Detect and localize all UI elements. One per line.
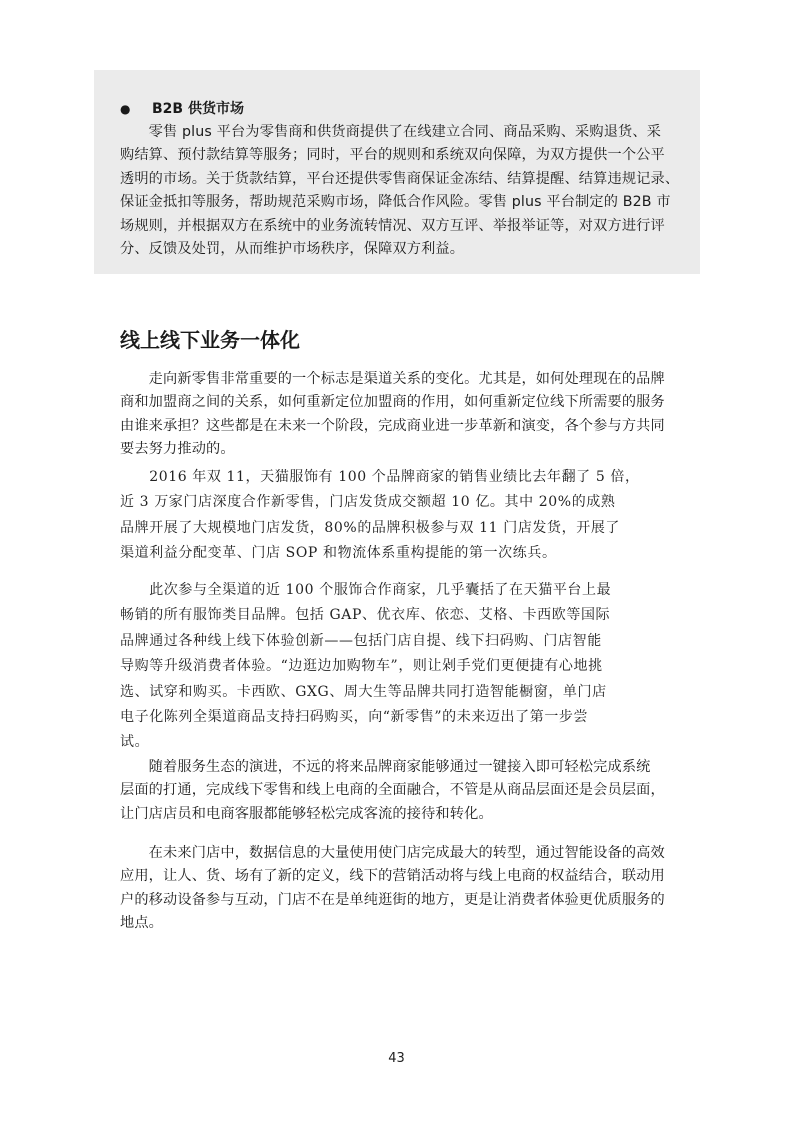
section-heading: 线上线下业务一体化 [120,328,300,352]
text-line: 要去努力推动的。 [120,441,235,458]
text-line: 保证金抵扣等服务，帮助规范采购市场，降低合作风险。零售 plus 平台制定的 B2B 市 [120,194,671,211]
text-line: 此次参与全渠道的近 100 个服饰合作商家，几乎囊括了在天猫平台上最 [120,582,612,598]
text-line: 在未来门店中，数据信息的大量使用使门店完成最大的转型，通过智能设备的高效 [120,845,665,861]
text-line: 层面的打通，完成线下零售和线上电商的全面融合，不管是从商品层面还是会员层面， [120,782,665,799]
text-line: 电子化陈列全渠道商品支持扫码购买，向“新零售”的未来迈出了第一步尝 [120,709,589,726]
text-line: 分、反馈及处罚，从而维护市场秩序，保障双方利益。 [120,241,465,258]
paragraph-2 [120,465,660,567]
text-line: 商和加盟商之间的关系，如何重新定位加盟商的作用，如何重新定位线下所需要的服务 [120,394,665,411]
text-line: 品牌开展了大规模地门店发货，80%的品牌积极参与双 11 门店发货，开展了 [120,519,621,536]
text-line: 选、试穿和购买。卡西欧、GXG、周大生等品牌共同打造智能橱窗，单门店 [120,683,607,700]
paragraph-5 [120,842,665,936]
text-line: 户的移动设备参与互动，门店不在是单纯逛街的地方，更是让消费者体验更优质服务的 [120,891,665,908]
box-paragraph [120,121,680,261]
text-line: 零售 plus 平台为零售商和供货商提供了在线建立合同、商品采购、采购退货、采 [120,124,662,140]
box-title-text: B2B 供货市场 [152,101,244,117]
text-line: 导购等升级消费者体验。“边逛边加购物车”，则让剁手党们更便捷有心地挑 [120,658,603,675]
text-line: 近 3 万家门店深度合作新零售，门店发货成交额超 10 亿。其中 20%的成熟 [120,494,616,511]
paragraph-3 [120,578,660,756]
text-line: 随着服务生态的演进，不远的将来品牌商家能够通过一键接入即可轻松完成系统 [120,759,651,775]
text-line: 走向新零售非常重要的一个标志是渠道关系的变化。尤其是，如何处理现在的品牌 [120,371,665,387]
text-line: 透明的市场。关于货款结算，平台还提供零售商保证金冻结、结算提醒、结算违规记录、 [120,170,680,187]
text-line: 应用，让人、货、场有了新的定义，线下的营销活动将与线上电商的权益结合，联动用 [120,868,665,885]
text-line: 品牌通过各种线上线下体验创新——包括门店自提、线下扫码购、门店智能 [120,632,602,649]
paragraph-4 [120,756,665,826]
bullet-icon: ● [120,102,131,116]
text-line: 2016 年双 11，天猫服饰有 100 个品牌商家的销售业绩比去年翻了 5 倍， [120,469,640,485]
text-line: 让门店店员和电商客服都能够轻松完成客流的接待和转化。 [120,805,493,822]
text-line: 地点。 [120,915,164,932]
page-number: 43 [388,1051,405,1066]
text-line: 由谁来承担？这些都是在未来一个阶段，完成商业进一步革新和演变，各个参与方共同 [120,417,665,434]
box-title [120,99,244,119]
text-line: 场规则，并根据双方在系统中的业务流转情况、双方互评、举报举证等，对双方进行评 [120,217,665,234]
text-line: 畅销的所有服饰类目品牌。包括 GAP、优衣库、依恋、艾格、卡西欧等国际 [120,607,611,624]
text-line: 购结算、预付款结算等服务；同时，平台的规则和系统双向保障，为双方提供一个公平 [120,147,665,164]
paragraph-1 [120,368,665,462]
text-line: 试。 [120,734,150,751]
text-line: 渠道利益分配变革、门店 SOP 和物流体系重构提能的第一次练兵。 [120,545,557,562]
